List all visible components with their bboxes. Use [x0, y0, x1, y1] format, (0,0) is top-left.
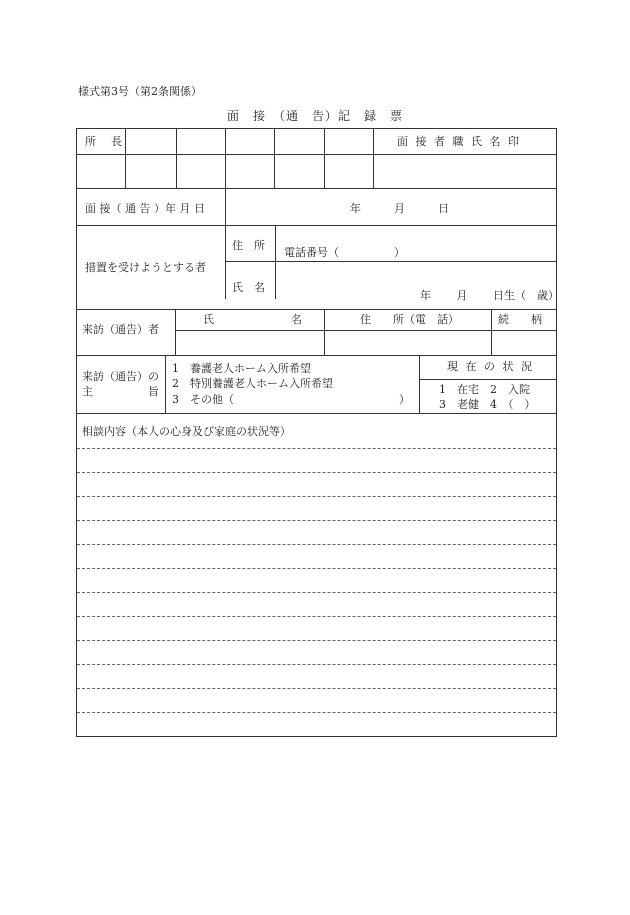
row-divider	[77, 413, 556, 414]
purpose-option[interactable]: 3 その他（ ）	[172, 393, 410, 406]
consultation-label: 相談内容（本人の心身及び家庭の状況等）	[82, 425, 291, 438]
row-divider	[419, 379, 556, 380]
row-divider	[77, 309, 556, 310]
purpose-option[interactable]: 2 特別養護老人ホーム入所希望	[172, 377, 333, 390]
row-divider	[77, 188, 556, 189]
row-divider	[77, 154, 556, 155]
phone-field[interactable]: 電話番号（ ）	[284, 246, 405, 259]
visitor-address-header: 住 所（電 話）	[360, 313, 459, 326]
row-divider	[77, 355, 556, 356]
current-status-title: 現 在 の 状 況	[447, 360, 534, 373]
row-divider	[77, 225, 556, 226]
director-label: 所 長	[85, 135, 124, 148]
name-label: 氏 名	[232, 281, 265, 294]
cell-divider	[274, 129, 275, 188]
form-number: 様式第3号（第2条関係）	[78, 85, 202, 98]
address-label: 住 所	[232, 239, 265, 252]
row-divider	[175, 330, 556, 331]
cell-divider	[176, 129, 177, 188]
dotted-line	[77, 592, 556, 593]
cell-divider	[125, 129, 126, 188]
visitor-name-header: 氏 名	[203, 313, 302, 326]
record-form	[76, 128, 557, 737]
visitor-label: 来訪（通告）者	[82, 323, 159, 336]
dotted-line	[77, 568, 556, 569]
cell-divider	[225, 188, 226, 225]
cell-divider	[491, 309, 492, 355]
visitor-relation-header: 続 柄	[498, 313, 542, 326]
dotted-line	[77, 712, 556, 713]
interview-date-label: 面 接（ 通 告 ）年 月 日	[85, 202, 205, 215]
interviewer-label: 面 接 者 職 氏 名 印	[397, 135, 521, 148]
current-status-options-2[interactable]: 3 老健 4 （ ）	[439, 398, 536, 411]
dotted-line	[77, 544, 556, 545]
dotted-line	[77, 688, 556, 689]
cell-divider	[225, 225, 226, 299]
subject-label: 措置を受けようとする者	[85, 261, 206, 274]
dotted-line	[77, 640, 556, 641]
cell-divider	[419, 355, 420, 413]
cell-divider	[275, 225, 276, 299]
dotted-line	[77, 496, 556, 497]
cell-divider	[225, 129, 226, 188]
cell-divider	[165, 355, 166, 413]
cell-divider	[373, 129, 374, 188]
birth-field[interactable]: 年 月 日生（ 歳）	[420, 289, 559, 302]
cell-divider	[324, 309, 325, 355]
dotted-line	[77, 664, 556, 665]
dotted-line	[77, 616, 556, 617]
purpose-label-2: 主 旨	[82, 385, 159, 398]
form-title: 面 接 （通 告）記 録 票	[226, 109, 403, 123]
cell-divider	[324, 129, 325, 188]
dotted-line	[77, 472, 556, 473]
row-divider	[225, 261, 556, 262]
interview-date-field[interactable]: 年 月 日	[350, 202, 449, 215]
dotted-line	[77, 448, 556, 449]
purpose-label-1: 来訪（通告）の	[82, 370, 159, 383]
current-status-options-1[interactable]: 1 在宅 2 入院	[439, 383, 530, 396]
purpose-option[interactable]: 1 養護老人ホーム入所希望	[172, 362, 311, 375]
cell-divider	[175, 309, 176, 355]
dotted-line	[77, 520, 556, 521]
